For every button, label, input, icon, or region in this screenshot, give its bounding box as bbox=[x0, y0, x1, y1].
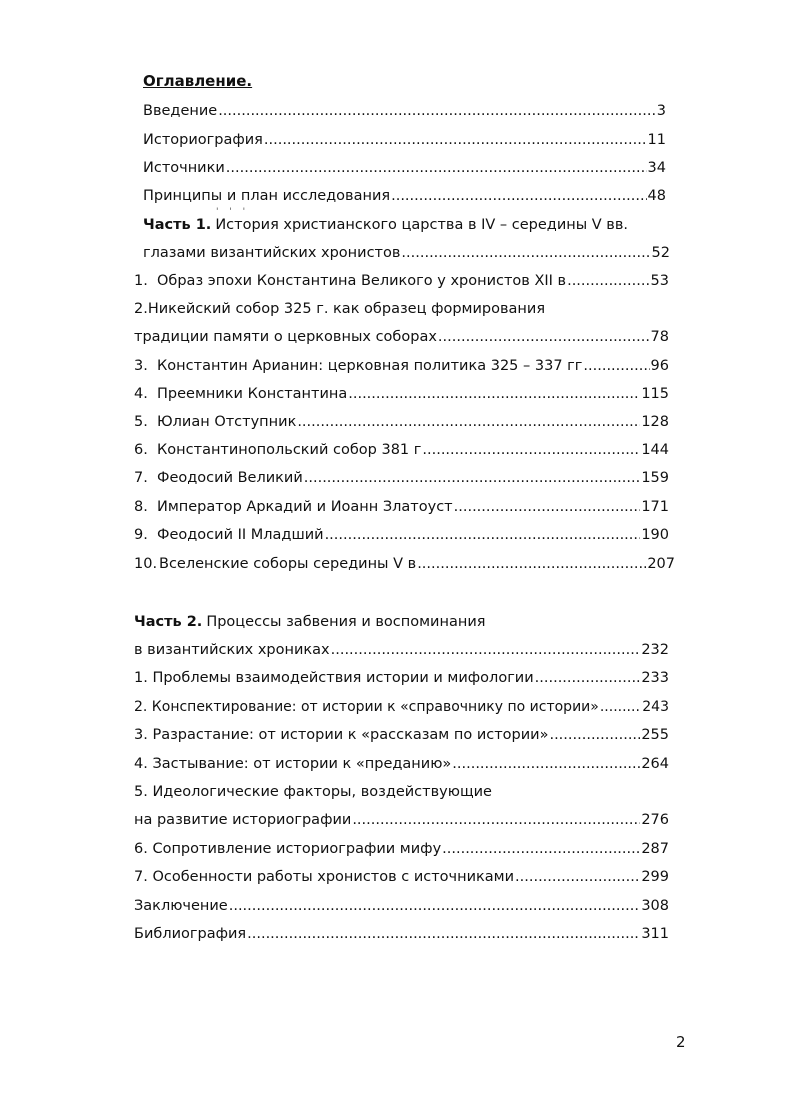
chapter-number: 3. bbox=[134, 358, 148, 374]
toc-entry-text: Вселенские соборы середины V в bbox=[159, 556, 417, 572]
toc-entry-page: 287 bbox=[641, 841, 669, 857]
part2-chapter bbox=[134, 668, 669, 688]
toc-entry-text: Историография bbox=[143, 132, 263, 148]
chapter-number: 2. bbox=[134, 301, 148, 317]
part2-title-line2: в византийских хрониках bbox=[134, 642, 330, 658]
dot-leader bbox=[325, 525, 641, 545]
chapter-number: 10. bbox=[134, 556, 158, 572]
part2-heading-line1 bbox=[134, 612, 485, 632]
part2-chapter-line2 bbox=[134, 810, 669, 830]
dot-leader bbox=[352, 810, 640, 830]
part2-heading-line2 bbox=[134, 640, 669, 660]
toc-entry-page: 276 bbox=[641, 812, 669, 828]
toc-entry-text: 2. Конспектирование: от истории к «справочнику по истории» bbox=[134, 699, 599, 715]
part1-heading-line1 bbox=[143, 215, 628, 235]
chapter-number: 5. bbox=[134, 414, 148, 430]
dot-leader bbox=[218, 101, 656, 121]
toc-entry-page: 232 bbox=[641, 642, 669, 658]
dot-leader bbox=[417, 554, 646, 574]
dot-leader bbox=[348, 384, 640, 404]
toc-entry-conclusion bbox=[134, 896, 669, 916]
part1-heading-line2 bbox=[143, 243, 670, 263]
toc-entry-text: традиции памяти о церковных соборах bbox=[134, 329, 437, 345]
chapter-number: 1. bbox=[134, 273, 148, 289]
part1-chapter bbox=[134, 356, 669, 376]
dot-leader bbox=[226, 158, 647, 178]
part2-chapter bbox=[134, 867, 669, 887]
part1-chapter bbox=[134, 468, 669, 488]
toc-entry-text: Преемники Константина bbox=[157, 386, 348, 402]
toc-entry-text: 6. Сопротивление историографии мифу bbox=[134, 841, 442, 857]
dot-leader bbox=[331, 640, 641, 660]
toc-entry-page: 255 bbox=[641, 727, 669, 743]
dot-leader bbox=[391, 186, 646, 206]
part2-label: Часть 2. bbox=[134, 614, 203, 630]
part1-label: Часть 1. bbox=[143, 217, 212, 233]
toc-entry-bibliography bbox=[134, 924, 669, 944]
dot-leader bbox=[535, 668, 641, 688]
toc-entry-text: Библиография bbox=[134, 926, 247, 942]
toc-entry-page: 115 bbox=[641, 386, 669, 402]
dot-leader bbox=[247, 924, 640, 944]
toc-entry-page: 34 bbox=[647, 160, 666, 176]
toc-entry-page: 144 bbox=[641, 442, 669, 458]
toc-entry-text: Введение bbox=[143, 103, 218, 119]
toc-entry-historiography bbox=[143, 130, 666, 150]
toc-entry-text: на развитие историографии bbox=[134, 812, 352, 828]
toc-entry-page: 190 bbox=[641, 527, 669, 543]
chapter-number: 9. bbox=[134, 527, 148, 543]
toc-entry-text: Источники bbox=[143, 160, 225, 176]
toc-entry-text: 1. Проблемы взаимодействия истории и мифологии bbox=[134, 670, 534, 686]
part2-chapter bbox=[134, 725, 669, 745]
toc-entry-text: Никейский собор 325 г. как образец формирования bbox=[147, 301, 546, 317]
toc-entry-text: Заключение bbox=[134, 898, 228, 914]
part1-chapter bbox=[134, 497, 669, 517]
chapter-number: 7. bbox=[134, 470, 148, 486]
toc-entry-text: 3. Разрастание: от истории к «рассказам по истории» bbox=[134, 727, 549, 743]
toc-entry-page: 311 bbox=[641, 926, 669, 942]
part1-chapter bbox=[134, 271, 669, 291]
dot-leader bbox=[549, 725, 640, 745]
toc-entry-text: Константин Арианин: церковная политика 325 – 337 гг bbox=[157, 358, 583, 374]
dot-leader bbox=[442, 839, 640, 859]
dot-leader bbox=[438, 327, 650, 347]
dot-leader bbox=[567, 271, 649, 291]
dot-leader bbox=[229, 896, 641, 916]
toc-entry-page: 53 bbox=[650, 273, 669, 289]
toc-entry-text: Принципы и план исследования bbox=[143, 188, 391, 204]
toc-entry-page: 78 bbox=[650, 329, 669, 345]
toc-entry-text: Образ эпохи Константина Великого у хронистов XII в bbox=[157, 273, 567, 289]
dot-leader bbox=[452, 754, 640, 774]
toc-entry-text: Феодосий Великий bbox=[157, 470, 303, 486]
toc-entry-intro bbox=[143, 101, 666, 121]
toc-title: Оглавление. bbox=[143, 72, 253, 90]
part2-title-line1: Процессы забвения и воспоминания bbox=[206, 614, 486, 630]
dot-leader bbox=[583, 356, 649, 376]
toc-entry-text: 7. Особенности работы хронистов с источниками bbox=[134, 869, 515, 885]
dot-leader bbox=[422, 440, 640, 460]
toc-entry-text: 5. Идеологические факторы, воздействующие bbox=[134, 784, 492, 800]
toc-entry-sources bbox=[143, 158, 666, 178]
toc-entry-page: 308 bbox=[641, 898, 669, 914]
toc-entry-page: 159 bbox=[641, 470, 669, 486]
scan-artifact: ' ' ' bbox=[216, 207, 250, 217]
chapter-number: 8. bbox=[134, 499, 148, 515]
part1-chapter bbox=[134, 525, 669, 545]
dot-leader bbox=[264, 130, 647, 150]
part2-chapter bbox=[134, 839, 669, 859]
part1-chapter bbox=[134, 384, 669, 404]
dot-leader bbox=[515, 867, 640, 887]
part1-chapter bbox=[134, 554, 675, 574]
toc-entry-text: Император Аркадий и Иоанн Златоуст bbox=[157, 499, 453, 515]
part1-chapter bbox=[134, 440, 669, 460]
part1-chapter bbox=[134, 412, 669, 432]
dot-leader bbox=[600, 697, 641, 717]
dot-leader bbox=[454, 497, 641, 517]
toc-entry-page: 207 bbox=[647, 556, 675, 572]
toc-entry-text: Константинопольский собор 381 г bbox=[157, 442, 422, 458]
toc-entry-page: 96 bbox=[650, 358, 669, 374]
toc-entry-page: 52 bbox=[651, 245, 670, 261]
toc-entry-text: Юлиан Отступник bbox=[157, 414, 297, 430]
toc-entry-text: 4. Застывание: от истории к «преданию» bbox=[134, 756, 452, 772]
toc-entry-page: 299 bbox=[641, 869, 669, 885]
part1-title-line2: глазами византийских хронистов bbox=[143, 245, 401, 261]
chapter-number: 6. bbox=[134, 442, 148, 458]
dot-leader bbox=[297, 412, 640, 432]
part2-chapter-line1 bbox=[134, 782, 492, 802]
toc-entry-page: 243 bbox=[642, 699, 669, 715]
chapter-number: 4. bbox=[134, 386, 148, 402]
toc-entry-page: 48 bbox=[647, 188, 666, 204]
toc-entry-page: 233 bbox=[641, 670, 669, 686]
part2-chapter bbox=[134, 697, 669, 717]
toc-entry-page: 264 bbox=[641, 756, 669, 772]
toc-entry-principles bbox=[143, 186, 666, 206]
part1-chapter-line2 bbox=[134, 327, 669, 347]
page-number: 2 bbox=[676, 1033, 686, 1051]
toc-entry-text: Феодосий II Младший bbox=[157, 527, 324, 543]
toc-entry-page: 3 bbox=[656, 103, 666, 119]
part1-title-line1: История христианского царства в IV – середины V вв. bbox=[215, 217, 629, 233]
dot-leader bbox=[401, 243, 650, 263]
toc-entry-page: 171 bbox=[641, 499, 669, 515]
toc-entry-page: 11 bbox=[647, 132, 666, 148]
part2-chapter bbox=[134, 754, 669, 774]
toc-entry-page: 128 bbox=[641, 414, 669, 430]
dot-leader bbox=[304, 468, 641, 488]
part1-chapter-line1 bbox=[134, 299, 545, 319]
